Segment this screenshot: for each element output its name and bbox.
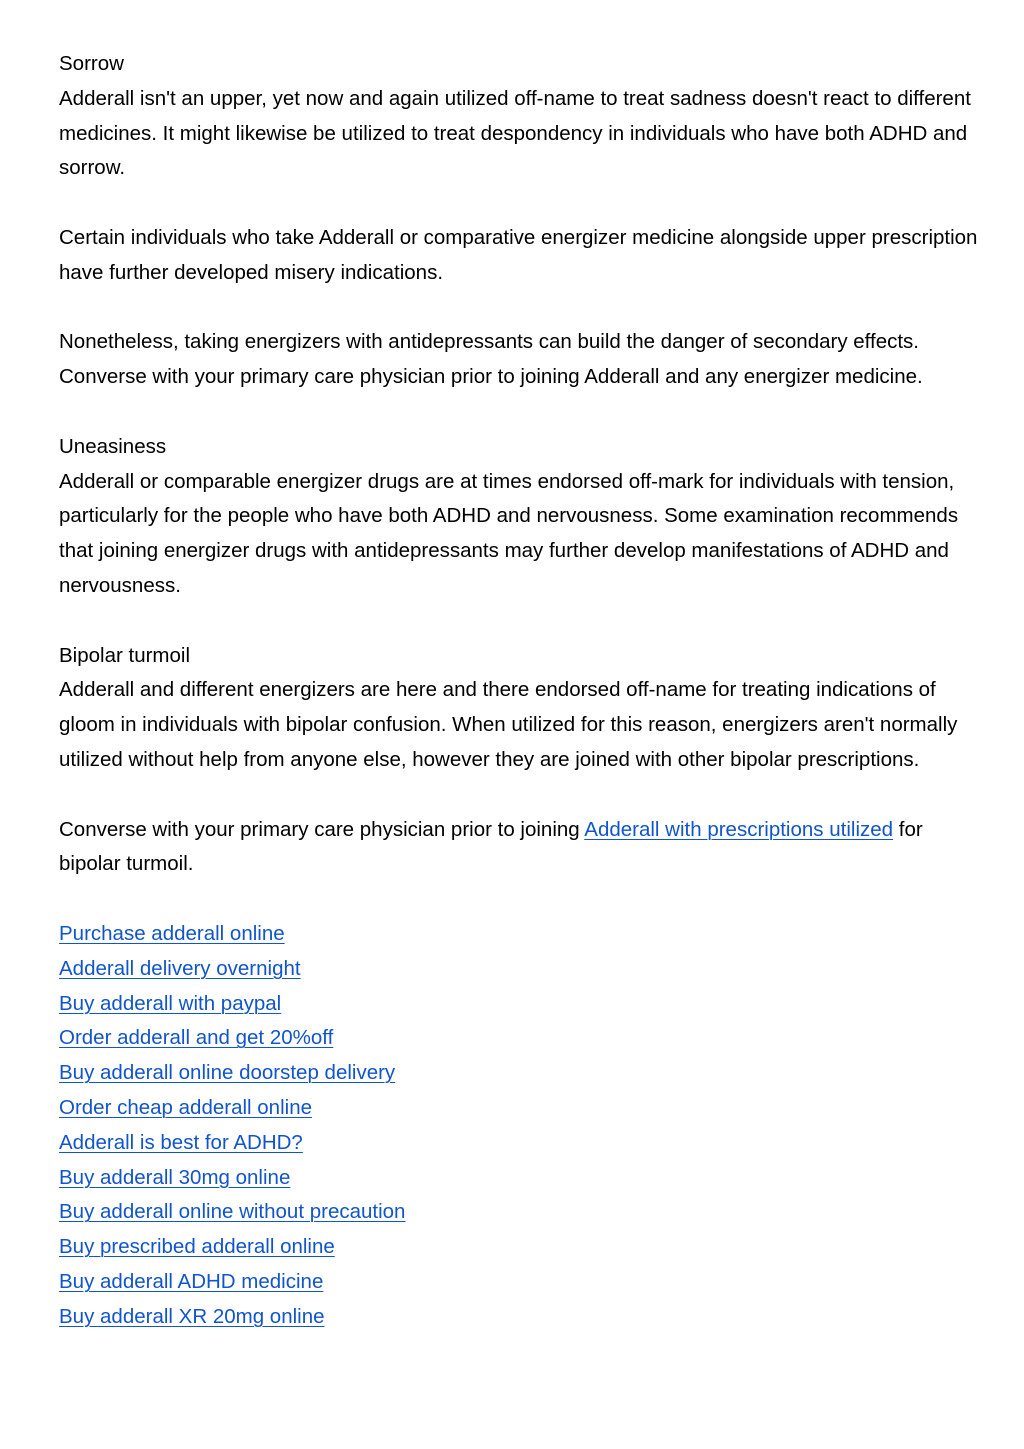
paragraph-uneasiness-1: Adderall or comparable energizer drugs are at times endorsed off-mark for individuals with tension, particularly for the people who have both ADHD and nervousness. Some examination recommends that joining energizer drugs with antidepressants may further develop manifestations of ADHD and nervousness.	[59, 469, 959, 597]
link-adderall-delivery-overnight[interactable]: Adderall delivery overnight	[59, 956, 301, 980]
paragraph-spacer	[59, 395, 979, 430]
link-buy-prescribed-adderall-online[interactable]: Buy prescribed adderall online	[59, 1235, 335, 1259]
link-buy-adderall-30mg-online[interactable]: Buy adderall 30mg online	[59, 1165, 291, 1189]
link-order-adderall-20-off[interactable]: Order adderall and get 20%off	[59, 1026, 334, 1050]
paragraph-bipolar-2-text-after: for bipolar turmoil.	[59, 817, 923, 876]
document-page	[59, 47, 979, 1334]
paragraph-bipolar-2	[59, 813, 979, 883]
paragraph-bipolar-2-text-before: Converse with your primary care physician prior to joining	[59, 817, 585, 841]
paragraph-spacer	[59, 778, 979, 813]
link-buy-adderall-doorstep-delivery[interactable]: Buy adderall online doorstep delivery	[59, 1061, 396, 1085]
section-heading-sorrow: Sorrow	[59, 52, 124, 75]
link-order-cheap-adderall-online[interactable]: Order cheap adderall online	[59, 1095, 312, 1119]
section-heading-uneasiness: Uneasiness	[59, 434, 167, 458]
paragraph-spacer	[59, 882, 979, 917]
paragraph-sorrow-2: Certain individuals who take Adderall or comparative energizer medicine alongside upper prescription have further developed misery indications.	[59, 225, 978, 284]
link-buy-adderall-adhd-medicine[interactable]: Buy adderall ADHD medicine	[59, 1269, 324, 1293]
link-buy-adderall-xr-20mg-online[interactable]: Buy adderall XR 20mg online	[59, 1304, 325, 1328]
link-adderall-best-for-adhd[interactable]: Adderall is best for ADHD?	[59, 1130, 303, 1154]
paragraph-spacer	[59, 604, 979, 639]
link-list	[59, 917, 979, 1335]
link-buy-adderall-without-precaution[interactable]: Buy adderall online without precaution	[59, 1200, 406, 1224]
paragraph-spacer	[59, 186, 979, 221]
inline-link-adderall-prescriptions[interactable]: Adderall with prescriptions utilized	[584, 817, 894, 841]
section-heading-bipolar: Bipolar turmoil	[59, 643, 191, 667]
paragraph-sorrow-3: Nonetheless, taking energizers with antidepressants can build the danger of secondary effects. Converse with your primary care physician prior to joining Adderall and any energizer medicine.	[59, 330, 923, 389]
link-purchase-adderall-online[interactable]: Purchase adderall online	[59, 921, 285, 945]
paragraph-spacer	[59, 291, 979, 326]
paragraph-sorrow-1: Adderall isn't an upper, yet now and again utilized off-name to treat sadness doesn't react to different medicines. It might likewise be utilized to treat despondency in individuals who have both ADHD and sorrow.	[59, 86, 971, 180]
link-buy-adderall-with-paypal[interactable]: Buy adderall with paypal	[59, 991, 282, 1015]
paragraph-bipolar-1: Adderall and different energizers are here and there endorsed off-name for treating indications of gloom in individuals with bipolar confusion. When utilized for this reason, energizers aren't normally utilized without help from anyone else, however they are joined with other bipolar prescriptions.	[59, 678, 958, 771]
